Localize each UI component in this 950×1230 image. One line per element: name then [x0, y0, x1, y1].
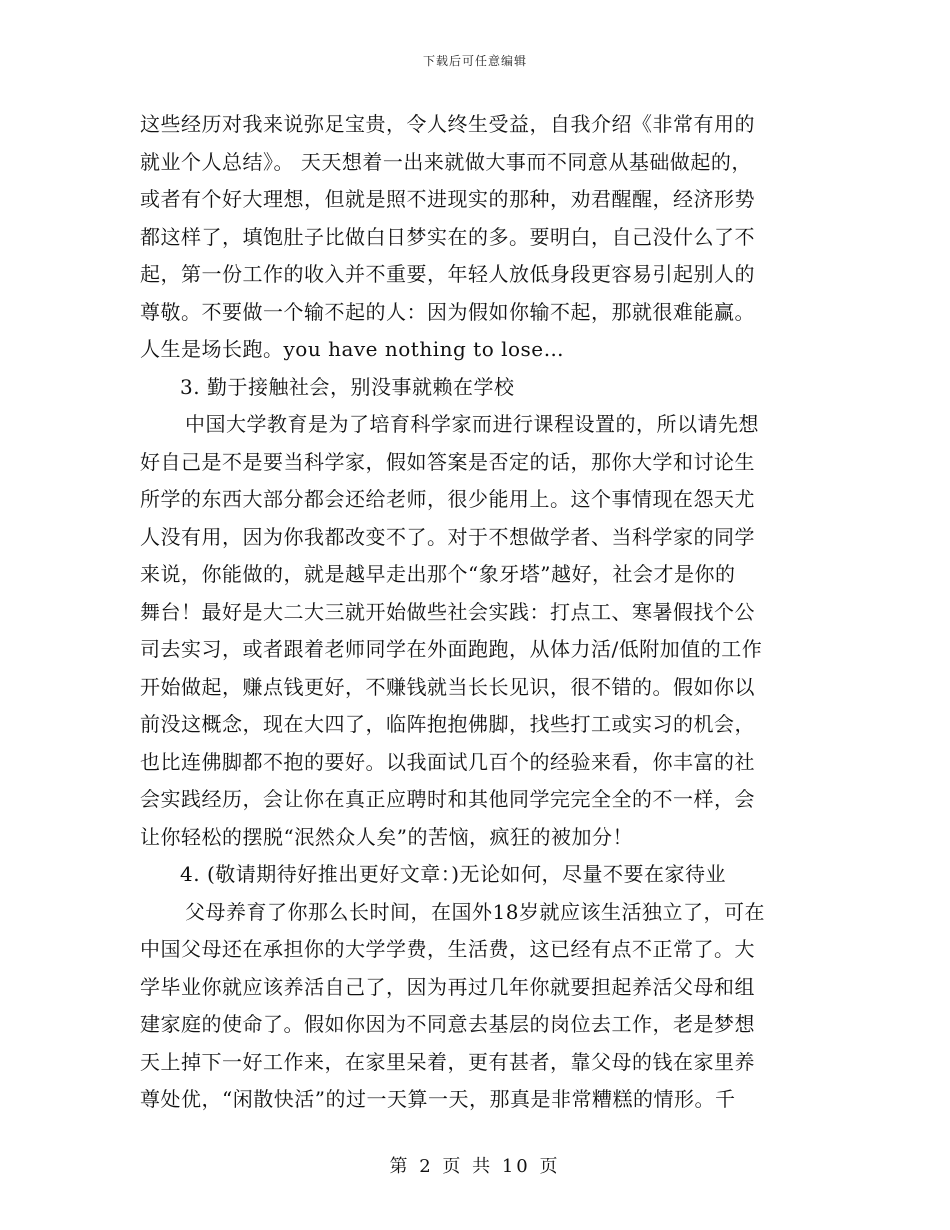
text-line: 尊处优，“闲散快活”的过一天算一天，那真是非常糟糕的情形。千 — [140, 1087, 736, 1111]
text-line: 人没有用，因为你我都改变不了。对于不想做学者、当科学家的同学 — [140, 524, 755, 549]
text-line: 或者有个好大理想，但就是照不进现实的那种，劝君醒醒，经济形势 — [140, 187, 755, 211]
text-line: 让你轻松的摆脱“泯然众人矣”的苦恼，疯狂的被加分！ — [140, 824, 633, 849]
text-line: 前没这概念，现在大四了，临阵抱抱佛脚，找些打工或实习的机会， — [140, 712, 755, 736]
text-line: 开始做起，赚点钱更好，不赚钱就当长长见识，很不错的。假如你以 — [140, 674, 755, 699]
text-line: 中国父母还在承担你的大学学费，生活费，这已经有点不正常了。大 — [140, 937, 755, 961]
text-line: 都这样了，填饱肚子比做白日梦实在的多。要明白，自己没什么了不 — [140, 224, 755, 249]
text-line: 会实践经历，会让你在真正应聘时和其他同学完完全全的不一样，会 — [140, 787, 755, 811]
text-line: 也比连佛脚都不抱的要好。以我面试几百个的经验来看，你丰富的社 — [140, 749, 755, 774]
text-line: 起，第一份工作的收入并不重要，年轻人放低身段更容易引起别人的 — [140, 262, 755, 286]
text-line: 好自己是不是要当科学家，假如答案是否定的话，那你大学和讨论生 — [140, 449, 755, 474]
page-header: 下载后可任意编辑 — [422, 54, 527, 68]
section-heading: 4. (敬请期待好推出更好文章：)无论如何，尽量不要在家待业 — [180, 862, 727, 886]
paragraph-start: 中国大学教育是为了培育科学家而进行课程设置的，所以请先想 — [185, 412, 759, 436]
text-line: 尊敬。不要做一个输不起的人：因为假如你输不起，那就很难能赢。 — [140, 299, 755, 324]
text-line: 建家庭的使命了。假如你因为不同意去基层的岗位去工作，老是梦想 — [140, 1012, 755, 1036]
section-heading: 3. 勤于接触社会，别没事就赖在学校 — [180, 374, 515, 399]
text-line: 来说，你能做的，就是越早走出那个“象牙塔”越好，社会才是你的 — [140, 562, 736, 586]
document-body — [140, 106, 812, 1119]
text-line: 学毕业你就应该养活自己了，因为再过几年你就要担起养活父母和组 — [140, 974, 755, 999]
text-line: 司去实习，或者跟着老师同学在外面跑跑，从体力活/低附加值的工作 — [140, 637, 763, 661]
text-line: 舞台！最好是大二大三就开始做些社会实践：打点工、寒暑假找个公 — [140, 599, 755, 624]
text-line: 就业个人总结》。 天天想着一出来就做大事而不同意从基础做起的， — [140, 149, 752, 174]
paragraph-start: 父母养育了你那么长时间，在国外18岁就应该生活独立了，可在 — [185, 899, 765, 924]
text-line: 所学的东西大部分都会还给老师，很少能用上。这个事情现在怨天尤 — [140, 487, 755, 511]
text-line: 人生是场长跑。you have nothing to lose… — [140, 337, 565, 361]
text-line: 这些经历对我来说弥足宝贵，令人终生受益，自我介绍《非常有用的 — [140, 112, 755, 136]
page-footer: 第 2 页 共 10 页 — [389, 1156, 561, 1177]
text-line: 天上掉下一好工作来，在家里呆着，更有甚者，靠父母的钱在家里养 — [140, 1049, 755, 1074]
